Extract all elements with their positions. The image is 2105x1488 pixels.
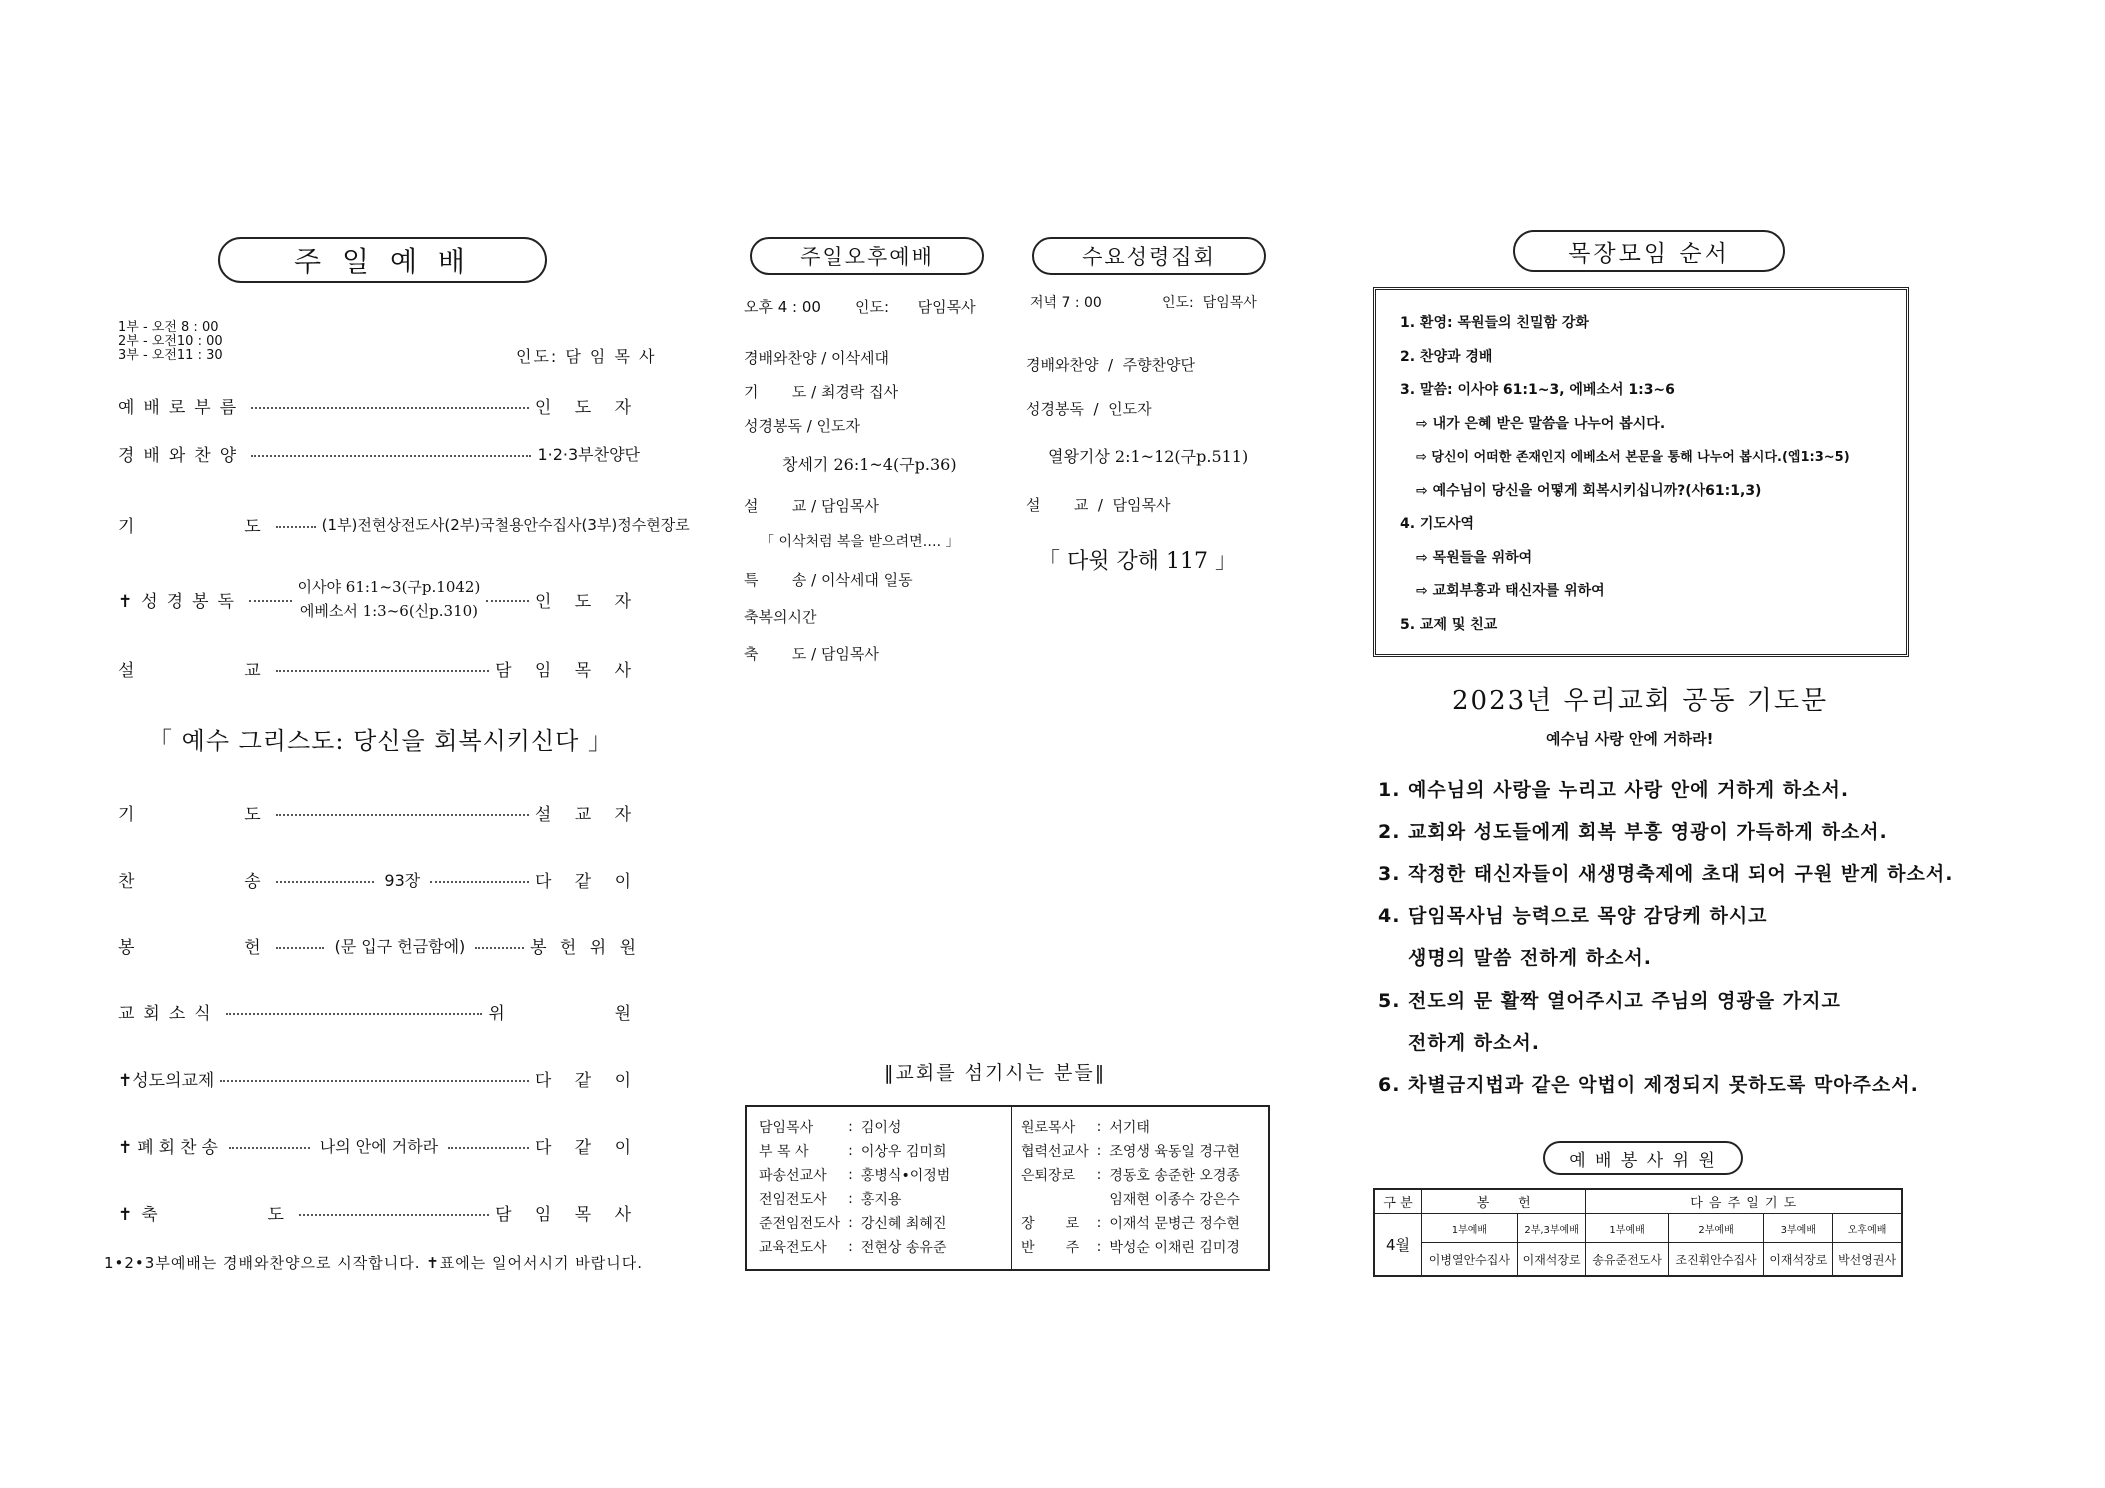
staff-row: 부 목 사 : 이상우 김미희 [755,1139,954,1163]
service-sub: 1부예배 [1422,1214,1518,1243]
reading-ref-1: 이사야 61:1~3(구p.1042) [297,578,481,596]
staff-row: 장 로 : 이재석 문병근 정수현 [1017,1211,1244,1235]
order-label: 예배로부름 [118,398,246,418]
reading-ref-2: 에베소서 1:3~6(신p.310) [299,602,479,620]
cell-subitem: ⇨ 당신이 어떠한 존재인지 에베소서 본문을 통해 나누어 봅시다.(엡1:3~5) [1416,450,1850,465]
order-right: 담 임 목 사 [495,1205,640,1225]
leader-dots [299,1214,489,1216]
order-right: 인 도 자 [534,398,640,418]
order-offering [118,933,640,958]
service-name: 이재석장로 [1764,1243,1833,1276]
wednesday-item: 경배와찬양 / 주향찬양단 [1026,356,1196,374]
staff-role: 담임목사 [759,1120,814,1136]
afternoon-item: 특 송 / 이삭세대 일동 [744,571,913,589]
cell-item: 5. 교제 및 친교 [1400,617,1498,633]
staff-role: 교육전도사 [759,1240,827,1256]
order-praise [118,441,640,466]
order-closing-hymn [118,1133,640,1158]
staff-row: 전임전도사 : 홍지용 [755,1187,954,1211]
service-header: 구 분 [1374,1189,1422,1214]
service-sub: 2부예배 [1668,1214,1764,1243]
staff-names: 강신혜 최혜진 [860,1216,947,1232]
leader-dots [249,600,292,602]
wednesday-title-text: 수요성령집회 [1082,245,1216,269]
order-call [118,393,640,418]
service-sub: 1부예배 [1586,1214,1668,1243]
afternoon-item: 설 교 / 담임목사 [744,497,879,515]
staff-row: 원로목사 : 서기태 [1017,1115,1244,1139]
service-sub: 오후예배 [1833,1214,1902,1243]
staff-names: 이재석 문병근 정수현 [1109,1216,1240,1232]
service-month: 4월 [1374,1214,1422,1276]
leader-dots [475,947,524,949]
service-sub: 2부,3부예배 [1517,1214,1586,1243]
leader-dots [448,1147,529,1149]
prayer-subtitle: 예수님 사랑 안에 거하라! [1546,730,1714,748]
reading-refs [298,575,481,623]
wednesday-item: 성경봉독 / 인도자 [1026,400,1152,418]
leader-dots [251,407,529,409]
afternoon-item: 축 도 / 담임목사 [744,645,879,663]
prayer-line: 6. 차별금지법과 같은 악법이 제정되지 못하도록 막아주소서. [1378,1074,1919,1096]
staff-role: 준전임전도사 [759,1216,841,1232]
staff-box [745,1105,1270,1271]
leader-dots [486,600,529,602]
wednesday-time: 저녁 7 : 00 [1030,295,1102,311]
prayer-line: 1. 예수님의 사랑을 누리고 사랑 안에 거하게 하소서. [1378,779,1850,801]
order-label: ✝성경봉독 [118,591,243,612]
leader-dots [226,1013,483,1015]
service-header: 봉 헌 [1422,1189,1586,1214]
staff-role: 협력선교사 [1021,1144,1089,1160]
staff-names: 전현상 송유준 [860,1240,947,1256]
service-sub: 3부예배 [1764,1214,1833,1243]
order-label: 기 도 [118,805,270,825]
afternoon-item: 기 도 / 최경락 집사 [744,383,899,401]
afternoon-item: 성경봉독 / 인도자 [744,417,861,435]
order-middle: 나의 안에 거하라 [316,1134,442,1157]
leader-dots [276,526,316,528]
wednesday-leader: 인도: 담임목사 [1162,295,1257,311]
order-sermon [118,656,640,681]
afternoon-title-text: 주일오후예배 [800,245,934,269]
order-right: 인 도 자 [534,591,641,612]
service-name: 박선영권사 [1833,1243,1902,1276]
leader-dots [430,881,529,883]
sunday-note: 1•2•3부예배는 경배와찬양으로 시작합니다. ✝표에는 일어서시기 바랍니다. [104,1254,643,1272]
afternoon-item: 경배와찬양 / 이삭세대 [744,349,890,367]
order-label: 봉 헌 [118,938,270,958]
afternoon-sermon: 「 이삭처럼 복을 받으려면…. 」 [760,534,960,550]
service-name-row [1374,1243,1902,1276]
time-3: 3부 - 오전11 : 30 [118,348,223,363]
order-label: ✝성도의교제 [118,1071,215,1091]
service-title [1543,1141,1743,1175]
staff-names: 홍지용 [860,1192,902,1208]
order-label: 기 도 [118,517,270,537]
order-middle: 93장 [380,868,424,891]
time-2: 2부 - 오전10 : 00 [118,334,223,349]
service-title-text: 예 배 봉 사 위 원 [1569,1150,1717,1171]
order-middle: (1부)전현상전도사(2부)국철용안수집사(3부)정수현장로 [321,516,690,534]
staff-title: ‖교회를 섬기시는 분들‖ [884,1062,1107,1084]
cell-title-text: 목장모임 순서 [1568,240,1730,267]
order-right: 설 교 자 [534,805,640,825]
service-table [1373,1188,1903,1277]
cell-box [1373,287,1909,657]
staff-names: 박성순 이채린 김미경 [1109,1240,1240,1256]
order-fellowship [118,1066,640,1091]
afternoon-leader: 인도: 담임목사 [855,298,976,316]
afternoon-item: 축복의시간 [744,608,817,626]
order-label: 경배와찬양 [118,446,246,466]
leader-dots [276,670,489,672]
leader-dots [251,455,531,457]
order-label: 찬 송 [118,872,270,892]
order-middle: (문 입구 헌금함에) [330,934,469,957]
order-prayer-2 [118,800,640,825]
cell-subitem: ⇨ 내가 은혜 받은 말씀을 나누어 봅시다. [1416,416,1666,432]
wednesday-item: 설 교 / 담임목사 [1026,496,1171,514]
staff-names: 경동호 송준한 오경종 [1109,1168,1240,1184]
service-header: 다 음 주 일 기 도 [1586,1189,1902,1214]
cell-subitem: ⇨ 교회부흥과 태신자를 위하여 [1416,583,1605,599]
cell-item: 4. 기도사역 [1400,516,1475,532]
service-name: 송유준전도사 [1586,1243,1668,1276]
staff-left [755,1115,954,1259]
staff-role: 원로목사 [1021,1120,1076,1136]
prayer-title: 2023년 우리교회 공동 기도문 [1452,686,1829,716]
staff-names: 이상우 김미희 [860,1144,947,1160]
staff-right [1017,1115,1244,1259]
sunday-leader: 인도: 담 임 목 사 [516,347,657,366]
order-right: 위 원 [488,1004,640,1024]
cell-subitem: ⇨ 목원들을 위하여 [1416,550,1533,566]
prayer-line: 5. 전도의 문 활짝 열어주시고 주님의 영광을 가지고 [1378,990,1841,1012]
sermon-title: 「 예수 그리스도: 당신을 회복시키신다 」 [148,727,613,755]
order-prayer [118,512,690,537]
afternoon-time: 오후 4 : 00 [744,298,821,316]
staff-row: 담임목사 : 김이성 [755,1115,954,1139]
staff-role: 파송선교사 [759,1168,827,1184]
staff-row: 교육전도사 : 전현상 송유준 [755,1235,954,1259]
staff-row: 준전임전도사 : 강신혜 최혜진 [755,1211,954,1235]
order-news [118,999,640,1024]
sunday-title-text: 주 일 예 배 [294,245,471,278]
staff-names: 김이성 [860,1120,902,1136]
wednesday-scripture: 열왕기상 2:1~12(구p.511) [1048,447,1249,466]
wednesday-title [1032,237,1266,275]
order-right: 담 임 목 사 [495,661,640,681]
sunday-title [218,237,547,283]
staff-role: 은퇴장로 [1021,1168,1076,1184]
service-name: 조진휘안수집사 [1668,1243,1764,1276]
prayer-line: 전하게 하소서. [1408,1032,1540,1054]
wednesday-sermon: 「 다윗 강해 117 」 [1038,549,1237,574]
order-label: ✝축 도 [118,1205,293,1225]
prayer-line: 2. 교회와 성도들에게 회복 부흥 영광이 가득하게 하소서. [1378,821,1888,843]
cell-title [1513,230,1785,272]
time-1: 1부 - 오전 8 : 00 [118,320,219,335]
cell-item: 3. 말씀: 이사야 61:1~3, 에베소서 1:3~6 [1400,382,1675,398]
staff-role: 부 목 사 [759,1144,809,1160]
service-name: 이병열안수집사 [1422,1243,1518,1276]
cell-item: 1. 환영: 목원들의 친밀함 강화 [1400,315,1589,331]
staff-names: 서기태 [1109,1120,1150,1136]
order-right: 봉 헌 위 원 [530,938,640,958]
staff-row: 은퇴장로 : 경동호 송준한 오경종 [1017,1163,1244,1187]
staff-names: 조영생 육동일 경구현 [1109,1144,1240,1160]
staff-row: 반 주 : 박성순 이채린 김미경 [1017,1235,1244,1259]
staff-row: 협력선교사 : 조영생 육동일 경구현 [1017,1139,1244,1163]
leader-dots [220,1080,529,1082]
service-sub-row [1374,1214,1902,1243]
staff-row: 파송선교사 : 홍병식•이정범 [755,1163,954,1187]
staff-divider [1011,1107,1012,1269]
sunday-times [118,321,223,363]
staff-role [1017,1187,1093,1211]
afternoon-title [750,237,984,275]
order-hymn [118,867,640,892]
order-label: ✝폐회찬송 [118,1138,223,1158]
order-right: 다 같 이 [534,1071,640,1091]
prayer-line: 4. 담임목사님 능력으로 목양 감당케 하시고 [1378,905,1768,927]
service-header-row [1374,1189,1902,1214]
order-reading [118,575,640,623]
leader-dots [229,1147,310,1149]
order-right: 다 같 이 [534,1138,641,1158]
leader-dots [276,814,529,816]
staff-role: 전임전도사 [759,1192,827,1208]
staff-row [1017,1187,1244,1211]
cell-subitem: ⇨ 예수님이 당신을 어떻게 회복시키십니까?(사61:1,3) [1416,483,1762,499]
staff-role: 장 로 [1021,1216,1080,1232]
prayer-line: 생명의 말씀 전하게 하소서. [1408,947,1652,969]
order-right: 다 같 이 [534,872,641,892]
staff-names: 홍병식•이정범 [860,1168,951,1184]
order-right: 1·2·3부찬양단 [537,445,640,464]
service-name: 이재석장로 [1517,1243,1586,1276]
cell-item: 2. 찬양과 경배 [1400,349,1493,365]
prayer-line: 3. 작정한 태신자들이 새생명축제에 초대 되어 구원 받게 하소서. [1378,863,1954,885]
staff-role: 반 주 [1021,1240,1080,1256]
leader-dots [276,947,325,949]
order-label: 교회소식 [118,1004,220,1024]
order-label: 설 교 [118,661,270,681]
staff-names: 임재현 이종수 강은수 [1109,1192,1240,1208]
leader-dots [276,881,375,883]
afternoon-scripture: 창세기 26:1~4(구p.36) [782,455,957,474]
order-benediction [118,1200,640,1225]
